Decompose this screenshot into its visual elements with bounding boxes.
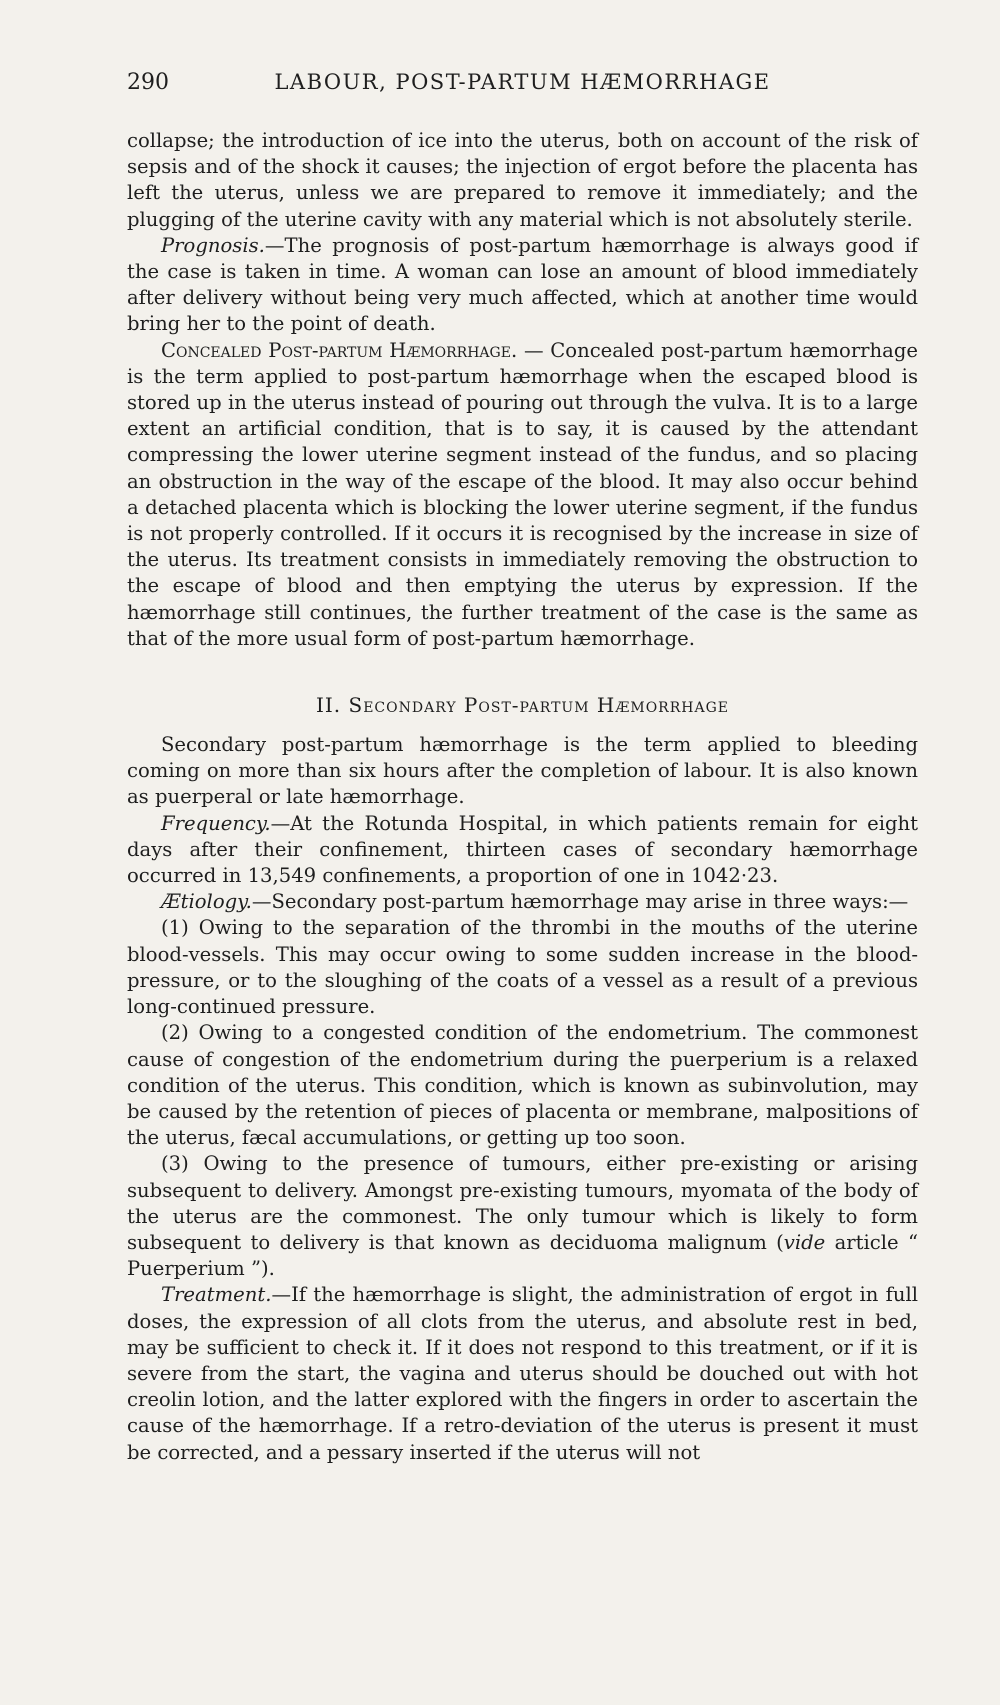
prognosis-heading: Prognosis. bbox=[161, 233, 265, 257]
concealed-text: — Concealed post-partum hæmorrhage is the term applied to post-partum hæmorrhage when the escaped blood is stored up in the uterus instead of pouring out through the vulva. It is to a large extent an artificial condition, that is to say, it is caused by the attendant compressing the lower uterine segment instead of the fundus, and so placing an obstruction in the way of the escape of the blood. It may also occur behind a detached placenta which is blocking the lower uterine segment, if the fundus is not properly controlled. If it occurs it is recognised by the increase in size of the uterus. Its treatment consists in immediately removing the obstruction to the escape of blood and then emptying the uterus by expression. If the hæmorrhage still continues, the further treatment of the case is the same as that of the more usual form of post-partum hæmorrhage. bbox=[127, 338, 918, 650]
paragraph-aetiology bbox=[127, 889, 918, 915]
page-number: 290 bbox=[127, 70, 169, 95]
treatment-heading: Treatment. bbox=[161, 1283, 272, 1307]
treatment-text: —If the hæmorrhage is slight, the administration of ergot in full doses, the expression of all clots from the uterus, and absolute rest in bed, may be sufficient to check it. If it does not respond to this treatment, or if it is severe from the start, the vagina and uterus should be douched out with hot creolin lotion, and the latter explored with the fingers in order to ascertain the cause of the hæmorrhage. If a retro-deviation of the uterus is present it must be corrected, and a pessary inserted if the uterus will not bbox=[127, 1283, 918, 1464]
cause-3-text: (3) Owing to the presence of tumours, either pre-existing or arising subsequent to delivery. Amongst pre-existing tumours, myomata of the body of the uterus are the commonest. The only tumour which is likely to form subsequent to delivery is that known as deciduoma malignum ( bbox=[127, 1152, 918, 1254]
cause-3-tail: article “ Puerperium ”). bbox=[127, 1230, 918, 1281]
running-title: LABOUR, POST-PARTUM HÆMORRHAGE bbox=[274, 70, 771, 94]
aetiology-text: —Secondary post-partum hæmorrhage may arise in three ways:— bbox=[251, 890, 909, 914]
section-heading: II. Secondary Post-partum Hæmorrhage bbox=[316, 693, 729, 718]
frequency-heading: Frequency. bbox=[161, 811, 271, 835]
paragraph-treatment bbox=[127, 1282, 918, 1465]
paragraph-prognosis bbox=[127, 233, 918, 338]
frequency-text: —At the Rotunda Hospital, in which patients remain for eight days after their confinement, thirteen cases of secondary hæmorrhage occurred in 13,549 confinements, a proportion of one in 1042·23. bbox=[127, 811, 918, 888]
vide-word: vide bbox=[783, 1230, 826, 1254]
concealed-heading: Concealed Post-partum Hæmorrhage. bbox=[161, 338, 518, 362]
page-body bbox=[127, 128, 918, 1466]
page-header bbox=[127, 70, 918, 100]
paragraph-concealed bbox=[127, 338, 918, 652]
paragraph-cause-3 bbox=[127, 1151, 918, 1282]
prognosis-text: —The prognosis of post-partum hæmorrhage is always good if the case is taken in time. A woman can lose an amount of blood immediately after delivery without being very much affected, which at another time would bring her to the point of death. bbox=[127, 233, 918, 336]
paragraph-cause-1: (1) Owing to the separation of the thrombi in the mouths of the uterine blood-vessels. This may occur owing to some sudden increase in the blood-pressure, or to the sloughing of the coats of a vessel as a result of a previous long-continued pressure. bbox=[127, 916, 918, 1019]
paragraph-secondary-definition: Secondary post-partum hæmorrhage is the term applied to bleeding coming on more than six hours after the completion of labour. It is also known as puerperal or late hæmorrhage. bbox=[127, 733, 918, 809]
paragraph-cause-2: (2) Owing to a congested condition of the endometrium. The commonest cause of congestion of the endometrium during the puerperium is a relaxed condition of the uterus. This condition, which is known as subinvolution, may be caused by the retention of pieces of placenta or membrane, malpositions of the uterus, fæcal accumulations, or getting up too soon. bbox=[127, 1021, 918, 1150]
paragraph-collapse: collapse; the introduction of ice into the uterus, both on account of the risk of sepsis and of the shock it causes; the injection of ergot before the placenta has left the uterus, unless we are prepared to remove it immediately; and the plugging of the uterine cavity with any material which is not absolutely sterile. bbox=[127, 129, 918, 231]
aetiology-heading: Ætiology. bbox=[161, 890, 252, 914]
paragraph-frequency bbox=[127, 811, 918, 890]
